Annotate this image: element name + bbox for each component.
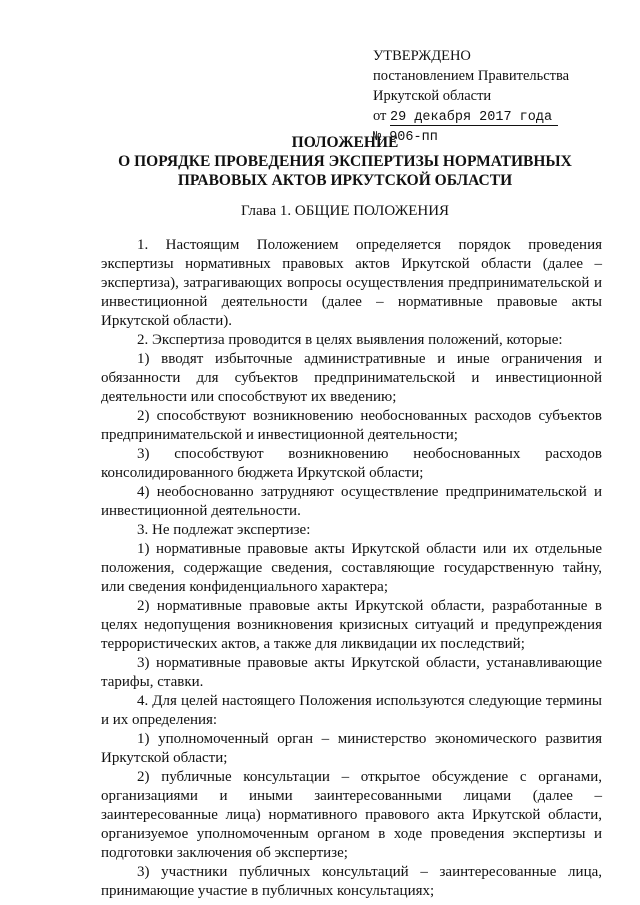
paragraph-1: 1. Настоящим Положением определяется порядок проведения экспертизы нормативных правовых актов Иркутской области (далее – экспертиза), затрагивающих вопросы осуществления предпринимательской и инвестиционной деятельности (далее – нормативные правовые акты Иркутской области).: [101, 237, 602, 329]
document-body: [101, 236, 602, 901]
paragraph-3-item-3: 3) нормативные правовые акты Иркутской области, устанавливающие тарифы, ставки.: [101, 655, 602, 690]
title-line-1: ПОЛОЖЕНИЕ: [291, 134, 399, 151]
paragraph-4: 4. Для целей настоящего Положения используются следующие термины и их определения:: [101, 693, 602, 728]
paragraph-3-item-1: 1) нормативные правовые акты Иркутской области или их отдельные положения, содержащие сведения, составляющие государственную тайну, или сведения конфиденциального характера;: [101, 541, 602, 595]
paragraph-2-item-4: 4) необоснованно затрудняют осуществление предпринимательской и инвестиционной деятельности.: [101, 484, 602, 519]
approval-date: 29 декабря 2017 года: [390, 110, 558, 126]
approval-heading: УТВЕРЖДЕНО: [373, 48, 471, 64]
paragraph-4-item-1: 1) уполномоченный орган – министерство экономического развития Иркутской области;: [101, 731, 602, 766]
paragraph-2: 2. Экспертиза проводится в целях выявления положений, которые:: [137, 332, 563, 348]
title-line-2: О ПОРЯДКЕ ПРОВЕДЕНИЯ ЭКСПЕРТИЗЫ НОРМАТИВНЫХ: [118, 153, 572, 170]
paragraph-2-item-1: 1) вводят избыточные административные и иные ограничения и обязанности для субъектов предпринимательской и инвестиционной деятельности или способствуют их введению;: [101, 351, 602, 405]
approval-date-prefix: от: [373, 108, 387, 124]
approval-region: Иркутской области: [373, 88, 492, 104]
approval-number: № 906-пп: [373, 130, 438, 145]
paragraph-2-item-2: 2) способствуют возникновению необоснованных расходов субъектов предпринимательской и инвестиционной деятельности;: [101, 408, 602, 443]
approval-date-line: [373, 106, 569, 128]
paragraph-2-item-3: 3) способствуют возникновению необоснованных расходов консолидированного бюджета Иркутской области;: [101, 446, 602, 481]
document-title: [90, 133, 600, 190]
paragraph-3: 3. Не подлежат экспертизе:: [137, 522, 311, 538]
paragraph-3-item-2: 2) нормативные правовые акты Иркутской области, разработанные в целях недопущения возникновения кризисных ситуаций и предупреждения террористических актов, а также для ликвидации их последствий;: [101, 598, 602, 652]
paragraph-4-item-2: 2) публичные консультации – открытое обсуждение с органами, организациями и иными заинтересованными лицами (далее – заинтересованные лица) нормативного правового акта Иркутской области, организуемое уполномоченным органом в ходе проведения экспертизы и подготовки заключения об экспертизе;: [101, 769, 602, 861]
paragraph-4-item-3: 3) участники публичных консультаций – заинтересованные лица, принимающие участие в публичных консультациях;: [101, 864, 602, 899]
approval-issuer: постановлением Правительства: [373, 68, 570, 84]
chapter-heading: Глава 1. ОБЩИЕ ПОЛОЖЕНИЯ: [240, 203, 450, 219]
title-line-3: ПРАВОВЫХ АКТОВ ИРКУТСКОЙ ОБЛАСТИ: [177, 172, 513, 189]
